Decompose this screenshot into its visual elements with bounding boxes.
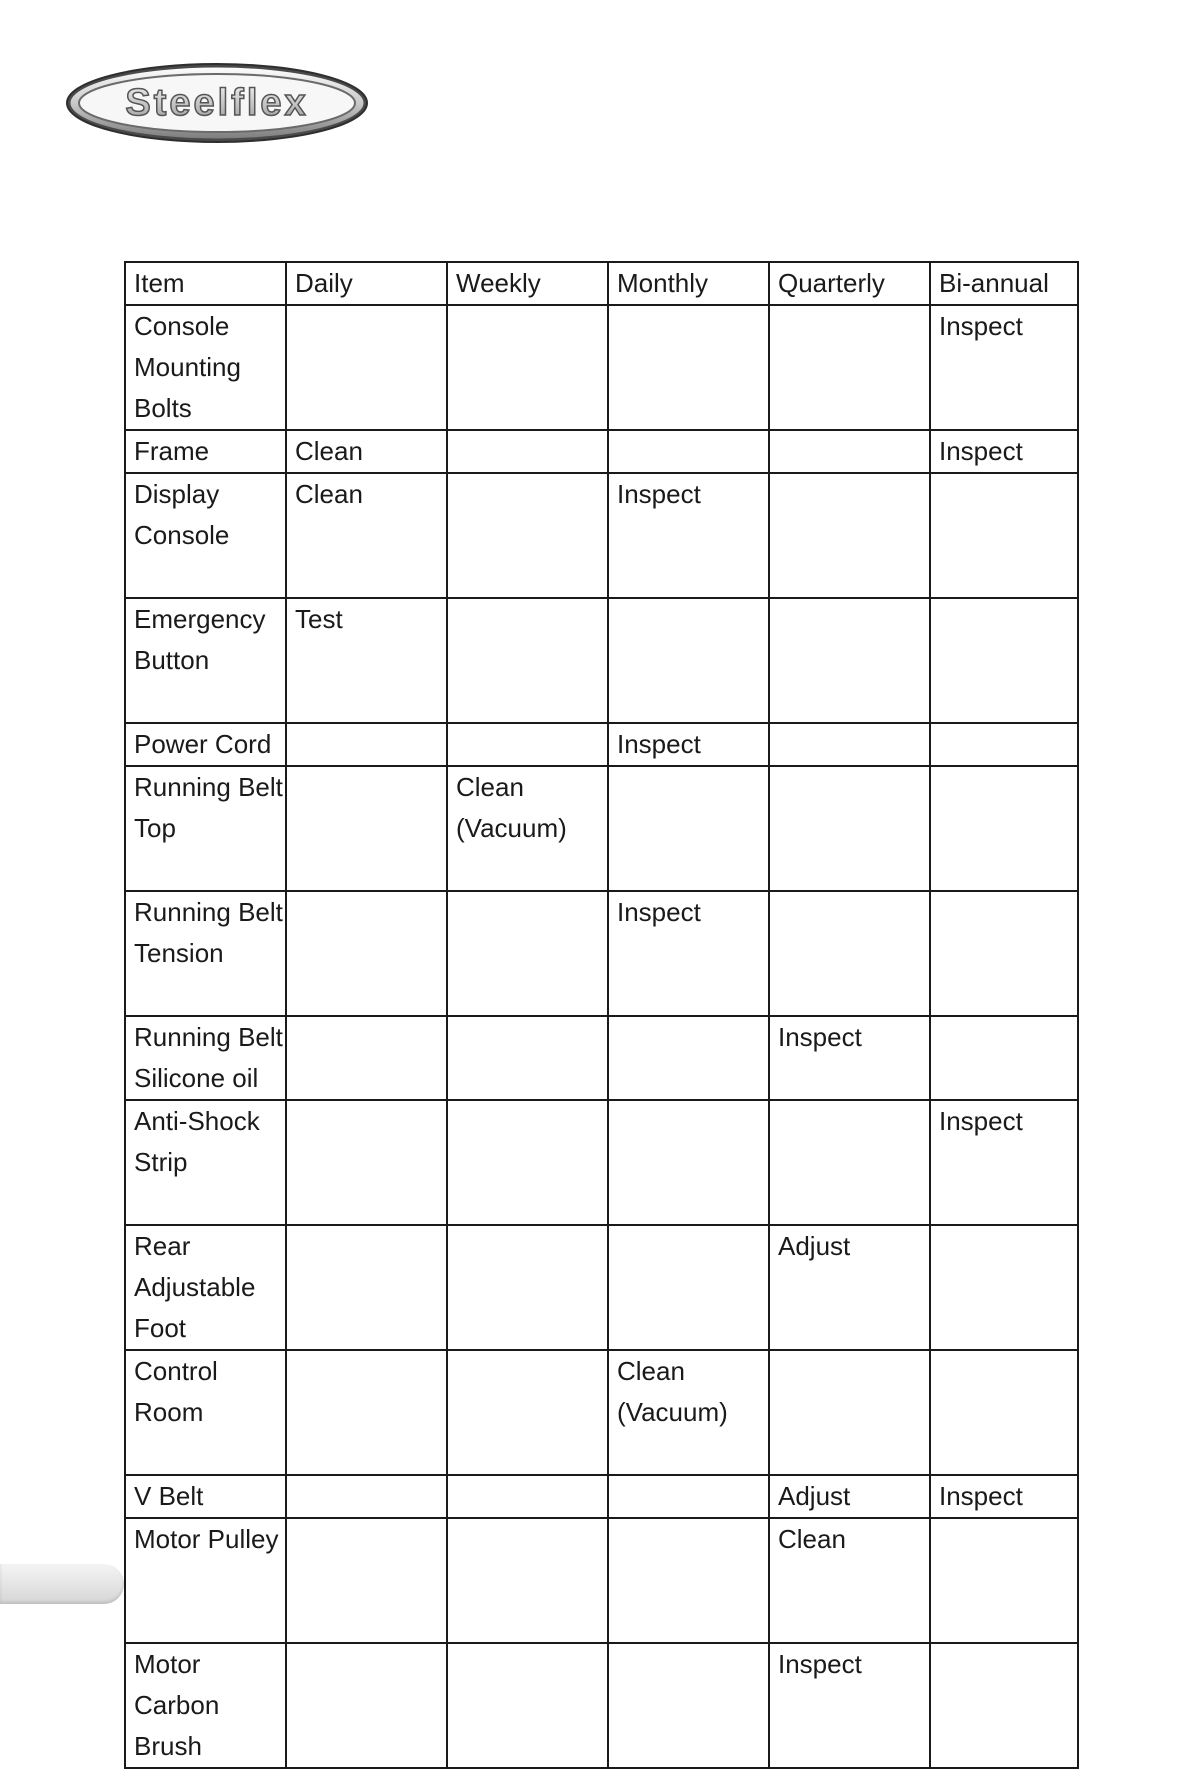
cell-biannual bbox=[930, 1518, 1078, 1643]
table-row bbox=[125, 1475, 1078, 1518]
table-row bbox=[125, 1225, 1078, 1350]
cell-quarterly bbox=[769, 305, 930, 430]
page-tab bbox=[0, 1564, 124, 1604]
cell-biannual bbox=[930, 1016, 1078, 1100]
header-monthly: Monthly bbox=[608, 262, 769, 305]
cell-weekly bbox=[447, 1016, 608, 1100]
cell-monthly bbox=[608, 1016, 769, 1100]
cell-monthly: Inspect bbox=[608, 891, 769, 1016]
table-header-row bbox=[125, 262, 1078, 305]
cell-weekly bbox=[447, 430, 608, 473]
cell-monthly bbox=[608, 598, 769, 723]
cell-monthly bbox=[608, 305, 769, 430]
cell-item: Motor Carbon Brush bbox=[125, 1643, 286, 1768]
cell-quarterly bbox=[769, 723, 930, 766]
cell-quarterly: Adjust bbox=[769, 1225, 930, 1350]
cell-monthly bbox=[608, 1100, 769, 1225]
cell-daily bbox=[286, 1100, 447, 1225]
cell-weekly bbox=[447, 1475, 608, 1518]
cell-quarterly bbox=[769, 430, 930, 473]
table-row bbox=[125, 305, 1078, 430]
cell-weekly bbox=[447, 1225, 608, 1350]
cell-daily: Test bbox=[286, 598, 447, 723]
cell-biannual bbox=[930, 598, 1078, 723]
table-row bbox=[125, 430, 1078, 473]
cell-quarterly bbox=[769, 891, 930, 1016]
table-row bbox=[125, 1016, 1078, 1100]
cell-monthly: Inspect bbox=[608, 723, 769, 766]
cell-quarterly bbox=[769, 1350, 930, 1475]
cell-item: Frame bbox=[125, 430, 286, 473]
cell-daily: Clean bbox=[286, 430, 447, 473]
cell-biannual: Inspect bbox=[930, 1100, 1078, 1225]
cell-biannual bbox=[930, 891, 1078, 1016]
cell-daily bbox=[286, 1643, 447, 1768]
cell-item: Control Room bbox=[125, 1350, 286, 1475]
cell-item: Running Belt Silicone oil bbox=[125, 1016, 286, 1100]
cell-daily bbox=[286, 1016, 447, 1100]
maintenance-schedule-table bbox=[124, 261, 1079, 1769]
steelflex-logo bbox=[66, 62, 368, 144]
cell-biannual: Inspect bbox=[930, 1475, 1078, 1518]
cell-biannual bbox=[930, 1350, 1078, 1475]
header-quarterly: Quarterly bbox=[769, 262, 930, 305]
cell-biannual bbox=[930, 1225, 1078, 1350]
cell-biannual: Inspect bbox=[930, 430, 1078, 473]
cell-monthly bbox=[608, 430, 769, 473]
cell-biannual bbox=[930, 766, 1078, 891]
cell-monthly bbox=[608, 1518, 769, 1643]
cell-daily bbox=[286, 723, 447, 766]
cell-monthly: Clean (Vacuum) bbox=[608, 1350, 769, 1475]
cell-daily: Clean bbox=[286, 473, 447, 598]
table-row bbox=[125, 1518, 1078, 1643]
table-row bbox=[125, 473, 1078, 598]
cell-quarterly: Adjust bbox=[769, 1475, 930, 1518]
cell-daily bbox=[286, 1225, 447, 1350]
cell-monthly bbox=[608, 1643, 769, 1768]
cell-weekly bbox=[447, 723, 608, 766]
cell-weekly bbox=[447, 1643, 608, 1768]
cell-monthly bbox=[608, 1475, 769, 1518]
cell-item: Running Belt Top bbox=[125, 766, 286, 891]
cell-biannual: Inspect bbox=[930, 305, 1078, 430]
logo-text: Steelflex bbox=[125, 82, 309, 124]
cell-item: Running Belt Tension bbox=[125, 891, 286, 1016]
cell-item: Motor Pulley bbox=[125, 1518, 286, 1643]
cell-biannual bbox=[930, 473, 1078, 598]
cell-weekly bbox=[447, 891, 608, 1016]
cell-weekly bbox=[447, 1518, 608, 1643]
table-row bbox=[125, 766, 1078, 891]
cell-daily bbox=[286, 766, 447, 891]
table-row bbox=[125, 1643, 1078, 1768]
table-row bbox=[125, 723, 1078, 766]
cell-item: Rear Adjustable Foot bbox=[125, 1225, 286, 1350]
cell-item: Emergency Button bbox=[125, 598, 286, 723]
cell-item: Console Mounting Bolts bbox=[125, 305, 286, 430]
cell-quarterly: Inspect bbox=[769, 1643, 930, 1768]
cell-weekly bbox=[447, 598, 608, 723]
header-biannual: Bi-annual bbox=[930, 262, 1078, 305]
table-row bbox=[125, 891, 1078, 1016]
table-row bbox=[125, 598, 1078, 723]
cell-daily bbox=[286, 891, 447, 1016]
cell-daily bbox=[286, 305, 447, 430]
cell-monthly: Inspect bbox=[608, 473, 769, 598]
cell-item: Anti-Shock Strip bbox=[125, 1100, 286, 1225]
cell-item: V Belt bbox=[125, 1475, 286, 1518]
cell-biannual bbox=[930, 1643, 1078, 1768]
cell-weekly bbox=[447, 1100, 608, 1225]
cell-quarterly: Clean bbox=[769, 1518, 930, 1643]
cell-monthly bbox=[608, 1225, 769, 1350]
cell-quarterly: Inspect bbox=[769, 1016, 930, 1100]
table-row bbox=[125, 1100, 1078, 1225]
cell-item: Power Cord bbox=[125, 723, 286, 766]
cell-weekly bbox=[447, 305, 608, 430]
header-weekly: Weekly bbox=[447, 262, 608, 305]
header-daily: Daily bbox=[286, 262, 447, 305]
cell-weekly bbox=[447, 473, 608, 598]
table-row bbox=[125, 1350, 1078, 1475]
header-item: Item bbox=[125, 262, 286, 305]
cell-biannual bbox=[930, 723, 1078, 766]
cell-quarterly bbox=[769, 1100, 930, 1225]
cell-daily bbox=[286, 1350, 447, 1475]
cell-daily bbox=[286, 1475, 447, 1518]
cell-quarterly bbox=[769, 766, 930, 891]
cell-daily bbox=[286, 1518, 447, 1643]
cell-item: Display Console bbox=[125, 473, 286, 598]
cell-monthly bbox=[608, 766, 769, 891]
cell-weekly: Clean (Vacuum) bbox=[447, 766, 608, 891]
cell-quarterly bbox=[769, 473, 930, 598]
cell-quarterly bbox=[769, 598, 930, 723]
cell-weekly bbox=[447, 1350, 608, 1475]
